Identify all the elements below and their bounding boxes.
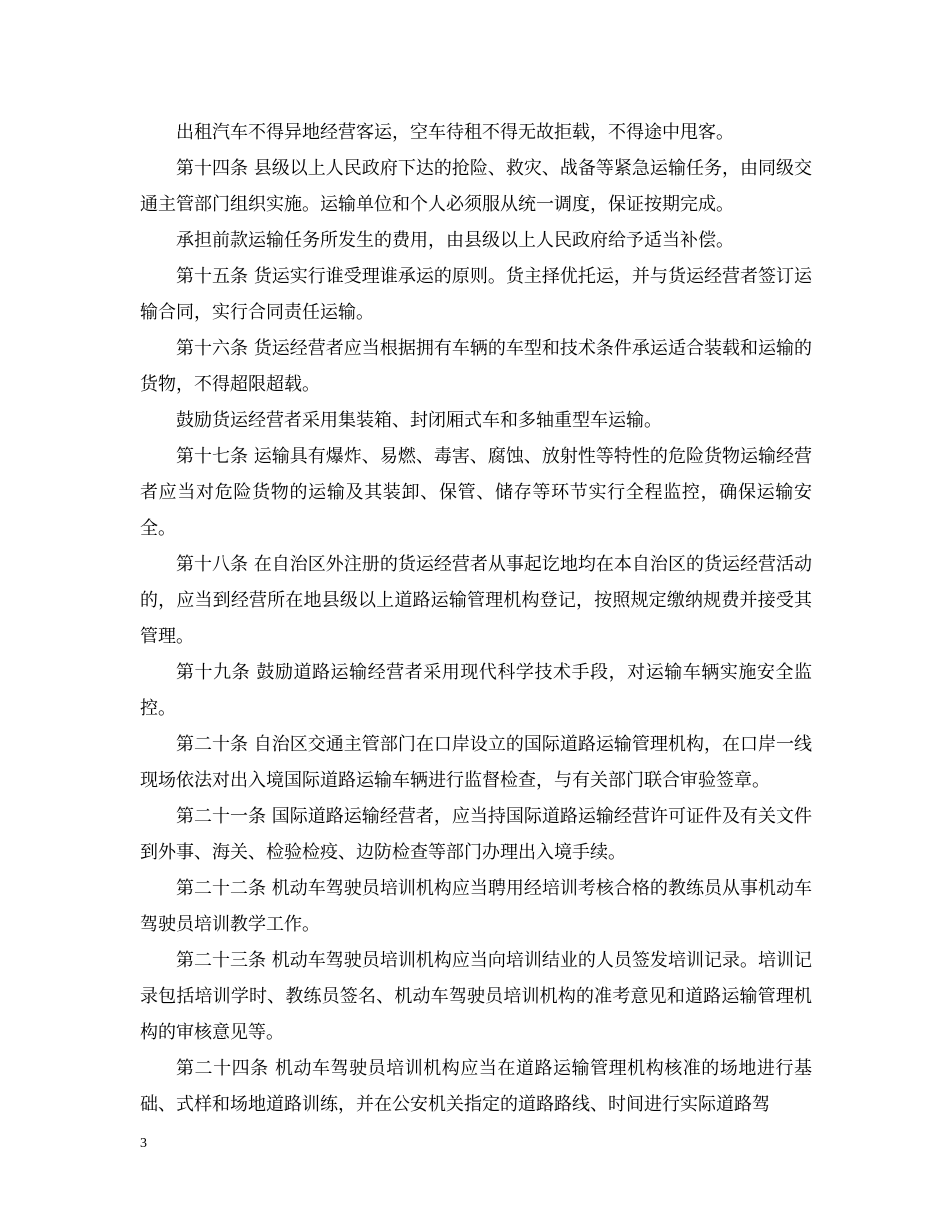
paragraph: 第十六条 货运经营者应当根据拥有车辆的车型和技术条件承运适合装载和运输的货物，不得超限超载。 xyxy=(140,338,812,395)
paragraph: 出租汽车不得异地经营客运，空车待租不得无故拒载，不得途中甩客。 xyxy=(176,122,734,143)
paragraph: 承担前款运输任务所发生的费用，由县级以上人民政府给予适当补偿。 xyxy=(176,230,734,251)
paragraph: 鼓励货运经营者采用集装箱、封闭厢式车和多轴重型车运输。 xyxy=(176,410,662,431)
paragraph: 第十七条 运输具有爆炸、易燃、毒害、腐蚀、放射性等特性的危险货物运输经营者应当对危险货物的运输及其装卸、保管、储存等环节实行全程监控，确保运输安全。 xyxy=(140,446,812,539)
paragraph: 第十九条 鼓励道路运输经营者采用现代科学技术手段，对运输车辆实施安全监控。 xyxy=(140,662,812,719)
paragraph: 第二十三条 机动车驾驶员培训机构应当向培训结业的人员签发培训记录。培训记录包括培训学时、教练员签名、机动车驾驶员培训机构的准考意见和道路运输管理机构的审核意见等。 xyxy=(140,950,812,1043)
paragraph: 第十四条 县级以上人民政府下达的抢险、救灾、战备等紧急运输任务，由同级交通主管部门组织实施。运输单位和个人必须服从统一调度，保证按期完成。 xyxy=(140,158,812,215)
paragraph: 第二十四条 机动车驾驶员培训机构应当在道路运输管理机构核准的场地进行基础、式样和场地道路训练，并在公安机关指定的道路路线、时间进行实际道路驾 xyxy=(140,1058,812,1115)
paragraph: 第二十一条 国际道路运输经营者，应当持国际道路运输经营许可证件及有关文件到外事、海关、检验检疫、边防检查等部门办理出入境手续。 xyxy=(140,806,812,863)
paragraph: 第十五条 货运实行谁受理谁承运的原则。货主择优托运，并与货运经营者签订运输合同，实行合同责任运输。 xyxy=(140,266,812,323)
paragraph: 第十八条 在自治区外注册的货运经营者从事起讫地均在本自治区的货运经营活动的，应当到经营所在地县级以上道路运输管理机构登记，按照规定缴纳规费并接受其管理。 xyxy=(140,554,812,647)
document-body xyxy=(140,115,812,1123)
page-number: 3 xyxy=(140,1136,147,1151)
paragraph: 第二十条 自治区交通主管部门在口岸设立的国际道路运输管理机构，在口岸一线现场依法对出入境国际道路运输车辆进行监督检查，与有关部门联合审验签章。 xyxy=(140,734,812,791)
paragraph: 第二十二条 机动车驾驶员培训机构应当聘用经培训考核合格的教练员从事机动车驾驶员培训教学工作。 xyxy=(140,878,812,935)
